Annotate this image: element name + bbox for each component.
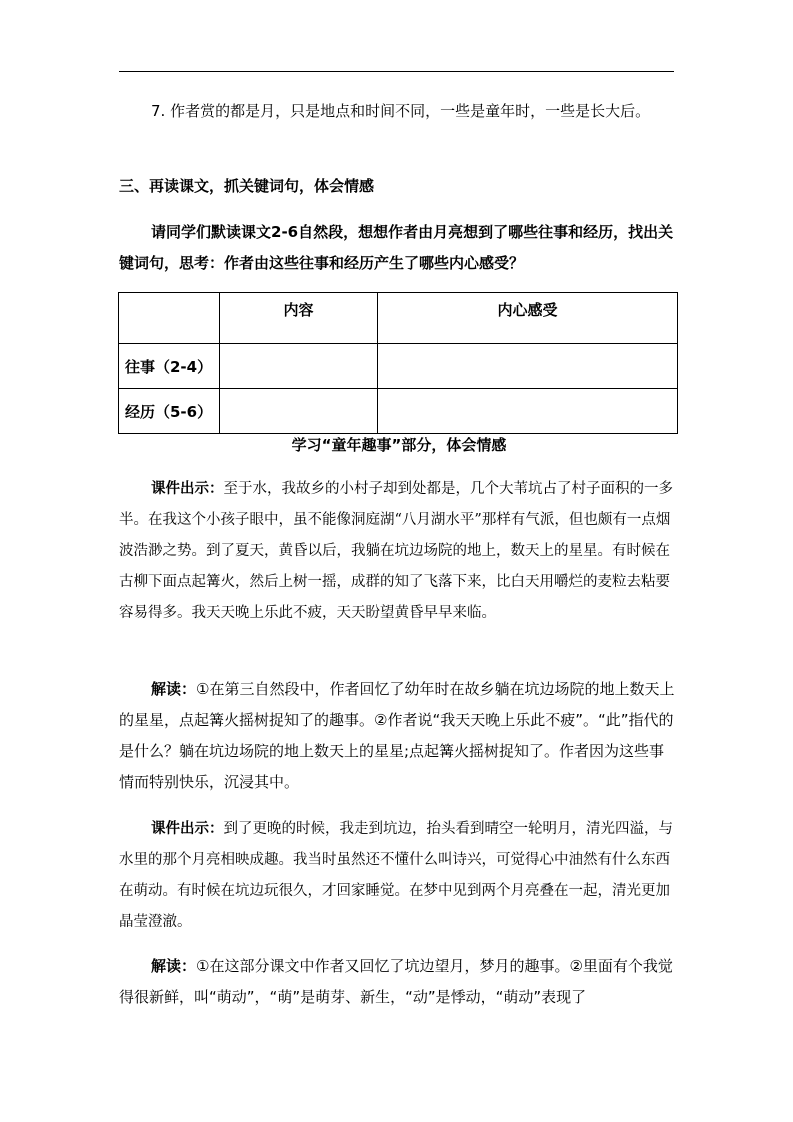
analysis-1 (119, 674, 679, 798)
analysis-text: ①在第三自然段中，作者回忆了幼年时在故乡躺在坑边场院的地上数天上的星星，点起篝火摇树捉知了的趣事。②作者说“我天天晚上乐此不疲”。“此”指代的是什么？躺在坑边场院的地上数天上的星星;点起篝火摇树捉知了。作者因为这些事情而特别快乐，沉浸其中。 (119, 680, 675, 791)
task-table (118, 292, 678, 434)
courseware-excerpt-2 (119, 814, 679, 938)
table-header-row (119, 293, 678, 344)
excerpt-label: 课件出示： (151, 481, 224, 497)
row-feeling-cell (378, 389, 678, 434)
row-label-past-events: 往事（2-4） (119, 344, 220, 389)
section-3-heading: 三、再读课文，抓关键词句，体会情感 (119, 177, 375, 195)
excerpt-text: 到了更晚的时候，我走到坑边，抬头看到晴空一轮明月，清光四溢，与水里的那个月亮相映成趣。我当时虽然还不懂什么叫诗兴，可觉得心中油然有什么东西在萌动。有时候在坑边玩很久，才回家睡觉。在梦中见到两个月亮叠在一起，清光更加晶莹澄澈。 (119, 821, 673, 930)
header-rule (119, 71, 674, 72)
analysis-label: 解读： (151, 957, 197, 975)
analysis-text: ①在这部分课文中作者又回忆了坑边望月，梦月的趣事。②里面有个我觉得很新鲜，叫“萌动”，“萌”是萌芽、新生，“动”是悸动，“萌动”表现了 (119, 957, 673, 1006)
table-header-blank (119, 293, 220, 344)
table-header-feeling: 内心感受 (378, 293, 678, 344)
table-row (119, 389, 678, 434)
row-content-cell (220, 344, 378, 389)
reading-instruction: 请同学们默读课文2-6自然段，想想作者由月亮想到了哪些往事和经历，找出关键词句，思考：作者由这些往事和经历产生了哪些内心感受？ (119, 223, 674, 272)
excerpt-text: 至于水，我故乡的小村子却到处都是，几个大苇坑占了村子面积的一多半。在我这个小孩子眼中，虽不能像洞庭湖“八月湖水平”那样有气派，但也颇有一点烟波浩渺之势。到了夏天，黄昏以后，我躺在坑边场院的地上，数天上的星星。有时候在古柳下面点起篝火，然后上树一摇，成群的知了飞落下来，比白天用嚼烂的麦粒去粘要容易得多。我天天晚上乐此不疲，天天盼望黄昏早早来临。 (119, 481, 673, 621)
courseware-excerpt-1 (119, 474, 679, 629)
table-header-content: 内容 (220, 293, 378, 344)
sub-section-title: 学习“童年趣事”部分，体会情感 (291, 436, 507, 454)
item-7-paragraph: 7. 作者赏的都是月，只是地点和时间不同，一些是童年时，一些是长大后。 (151, 102, 651, 120)
table-row (119, 344, 678, 389)
analysis-label: 解读： (151, 680, 197, 698)
row-label-experiences: 经历（5-6） (119, 389, 220, 434)
excerpt-label: 课件出示： (151, 821, 224, 837)
row-content-cell (220, 389, 378, 434)
row-feeling-cell (378, 344, 678, 389)
analysis-2 (119, 951, 679, 1013)
